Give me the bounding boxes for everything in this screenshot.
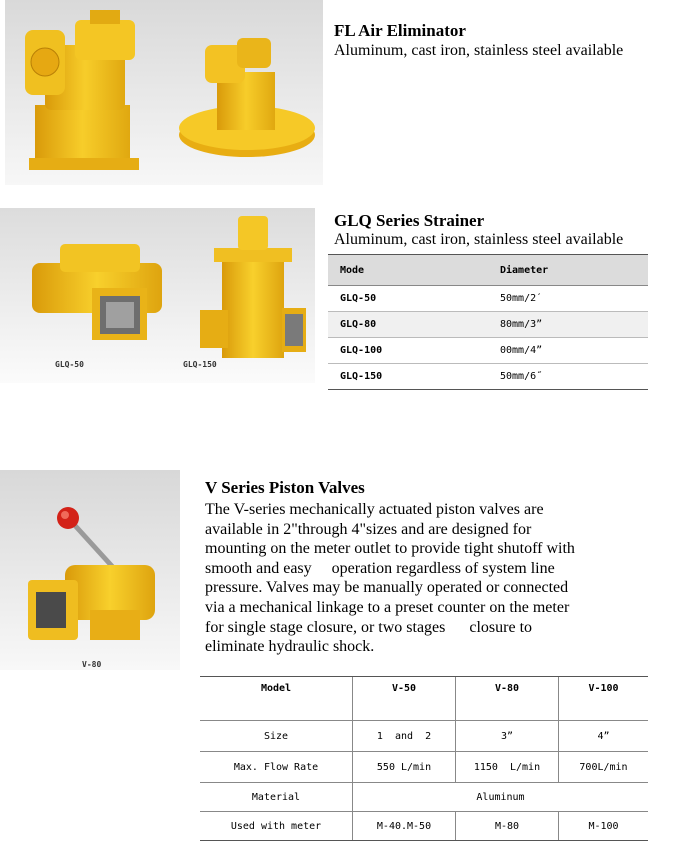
v-row-label: Used with meter <box>200 812 353 841</box>
table-row <box>200 752 648 783</box>
glq-model-cell: GLQ-150 <box>328 364 488 390</box>
v-cell: 3” <box>456 721 559 752</box>
v-header-model: Model <box>200 677 353 721</box>
v-description-line: eliminate hydraulic shock. <box>205 638 375 656</box>
glq-model-cell: GLQ-50 <box>328 286 488 312</box>
glq-header-mode: Mode <box>328 255 488 286</box>
v-80-photo-label: V-80 <box>82 660 102 669</box>
glq-diameter-cell: 50mm/2ˊ <box>488 286 648 312</box>
table-row <box>328 312 648 338</box>
fl-title: FL Air Eliminator <box>334 21 466 40</box>
table-row <box>328 286 648 312</box>
v-cell: M-80 <box>456 812 559 841</box>
v-cell: M-40.M-50 <box>353 812 456 841</box>
v-description <box>205 500 665 657</box>
v-cell: Aluminum <box>353 783 649 812</box>
glq-model-cell: GLQ-100 <box>328 338 488 364</box>
v-spec-table <box>200 676 648 841</box>
v-header-v100: V-100 <box>559 677 649 721</box>
v-cell: 1150 L/min <box>456 752 559 783</box>
fl-air-eliminator-photo <box>5 0 323 185</box>
v-cell: 550 L/min <box>353 752 456 783</box>
v-description-line: pressure. Valves may be manually operated or connected <box>205 579 569 597</box>
glq-diameter-cell: 80mm/3” <box>488 312 648 338</box>
v-description-line: The V-series mechanically actuated piston valves are <box>205 501 544 518</box>
v-row-label: Material <box>200 783 353 812</box>
table-row <box>200 721 648 752</box>
fl-subtitle: Aluminum, cast iron, stainless steel available <box>334 42 624 59</box>
glq-spec-table <box>328 254 648 390</box>
v-header-v80: V-80 <box>456 677 559 721</box>
v-description-line: for single stage closure, or two stages closure to <box>205 618 533 636</box>
table-row <box>200 812 648 841</box>
v-description-line: mounting on the meter outlet to provide tight shutoff with <box>205 540 575 558</box>
v-cell: 4” <box>559 721 649 752</box>
table-row <box>328 364 648 390</box>
v-description-line: smooth and easy operation regardless of system line <box>205 559 555 577</box>
glq-title: GLQ Series Strainer <box>334 211 485 230</box>
glq-model-cell: GLQ-80 <box>328 312 488 338</box>
glq-50-photo-label: GLQ-50 <box>55 360 84 369</box>
v-table-header <box>200 677 648 721</box>
glq-subtitle: Aluminum, cast iron, stainless steel available <box>334 231 624 248</box>
v-series-valve-photo <box>0 470 180 670</box>
v-cell: 700L/min <box>559 752 649 783</box>
v-cell: M-100 <box>559 812 649 841</box>
v-row-label: Size <box>200 721 353 752</box>
v-cell: 1 and 2 <box>353 721 456 752</box>
table-row <box>200 783 648 812</box>
v-header-v50: V-50 <box>353 677 456 721</box>
v-row-label: Max. Flow Rate <box>200 752 353 783</box>
table-row <box>328 338 648 364</box>
glq-150-photo-label: GLQ-150 <box>183 360 217 369</box>
glq-header-diameter: Diameter <box>488 255 648 286</box>
glq-diameter-cell: 50mm/6˝ <box>488 364 648 390</box>
glq-diameter-cell: 00mm/4” <box>488 338 648 364</box>
glq-table-header <box>328 255 648 286</box>
v-title: V Series Piston Valves <box>205 478 365 497</box>
v-description-line: via a mechanical linkage to a preset counter on the meter <box>205 598 570 616</box>
v-description-line: available in 2"through 4"sizes and are designed for <box>205 520 532 538</box>
glq-strainer-photo <box>0 208 315 383</box>
